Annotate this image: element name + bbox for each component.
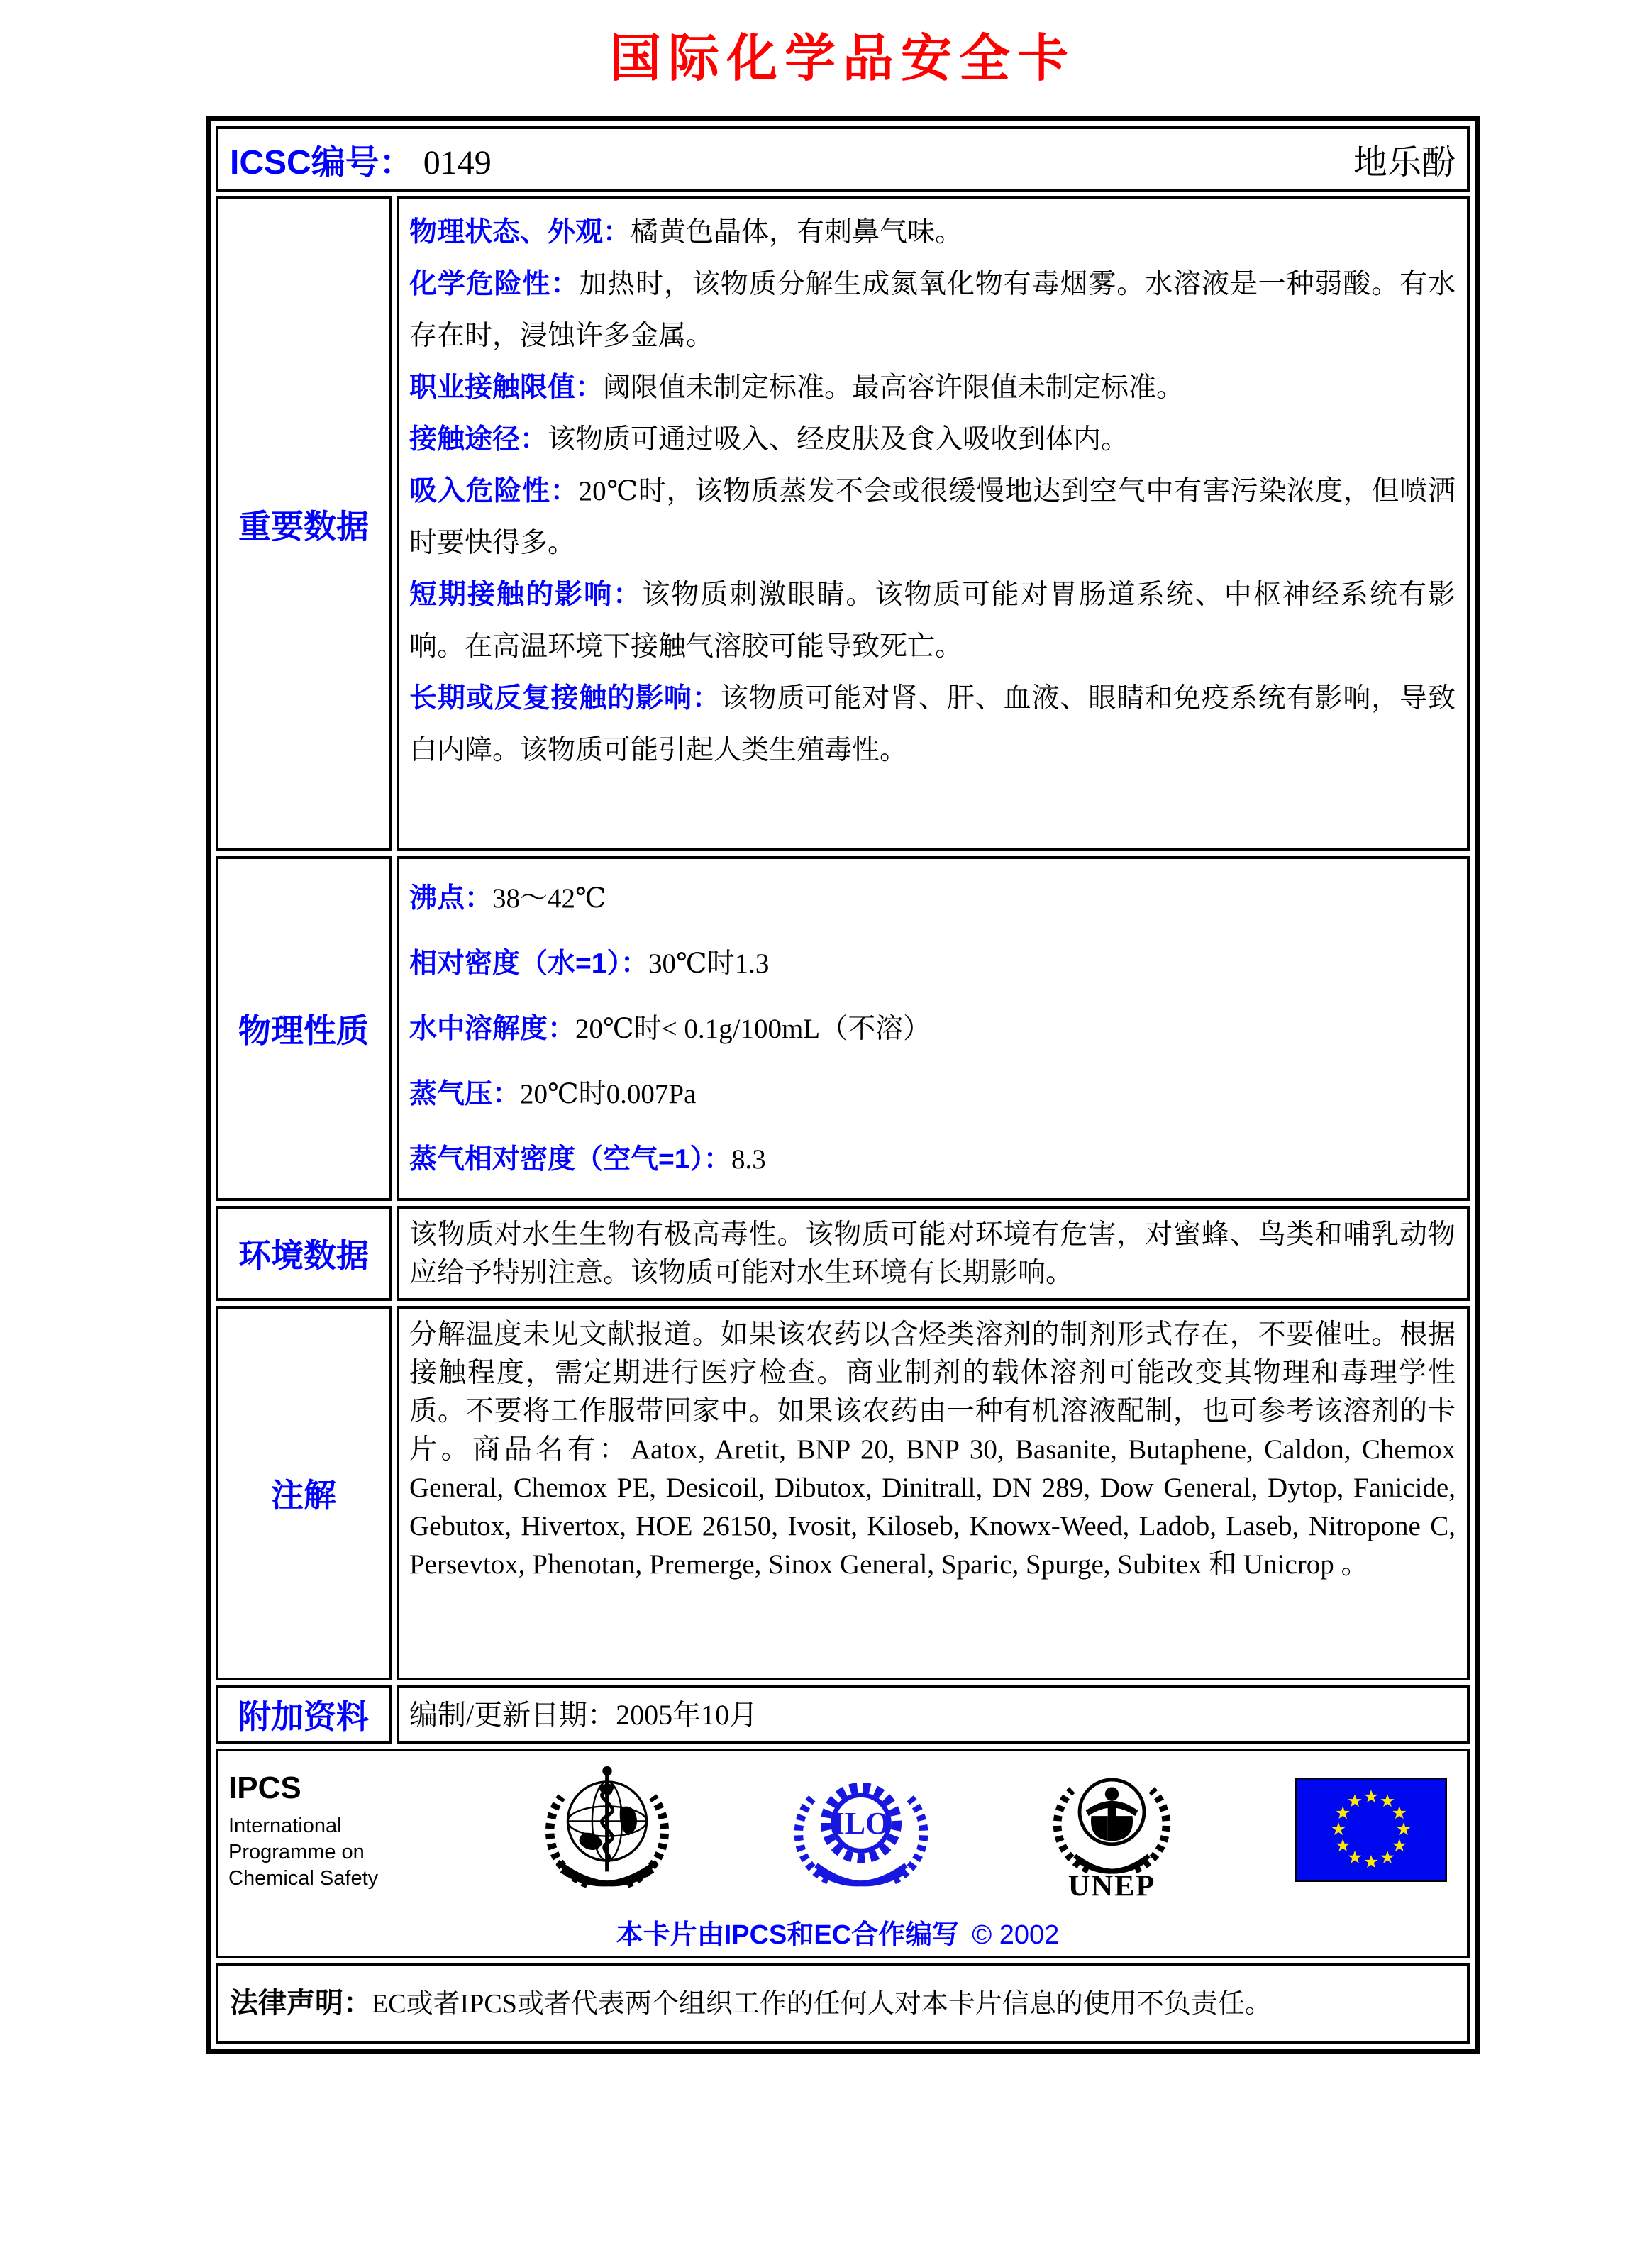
legal-cell xyxy=(216,1963,1470,2044)
important-item-text: 该物质可能对肾、肝、血液、眼睛和免疫系统有影响，导致白内障。该物质可能引起人类生殖毒性。 xyxy=(409,683,1456,765)
ilo-logo-text: ILO xyxy=(832,1806,889,1841)
physical-item-value: 38～42℃ xyxy=(492,883,606,914)
important-item-label: 吸入危险性： xyxy=(409,476,579,506)
ipcs-text-block xyxy=(228,1771,421,1892)
environmental-data-text: 该物质对水生生物有极高毒性。该物质可能对环境有危害，对蜜蜂、鸟类和哺乳动物应给予特别注意。该物质可能对水生环境有长期影响。 xyxy=(409,1219,1456,1288)
notes-label-cell xyxy=(216,1306,392,1680)
icsc-number-value: 0149 xyxy=(423,143,492,182)
ilo-logo-icon xyxy=(793,1769,929,1893)
ipcs-line: International xyxy=(228,1814,342,1837)
physical-item-label: 蒸气相对密度（空气=1）： xyxy=(409,1144,731,1175)
icsc-number-label: ICSC编号： xyxy=(230,143,414,182)
important-data-label: 重要数据 xyxy=(238,507,369,545)
eu-flag-icon xyxy=(1295,1778,1447,1885)
icsc-number xyxy=(230,135,492,184)
additional-info-text: 编制/更新日期：2005年10月 xyxy=(409,1699,758,1731)
ipcs-acronym: IPCS xyxy=(228,1771,301,1805)
physical-item-value: 20℃时0.007Pa xyxy=(520,1079,697,1109)
environmental-data-label: 环境数据 xyxy=(238,1237,369,1274)
ipcs-line: Programme on xyxy=(228,1841,365,1863)
important-item xyxy=(409,569,1456,672)
important-item xyxy=(409,362,1456,414)
legal-label: 法律声明： xyxy=(230,1988,372,2019)
notes-label: 注解 xyxy=(271,1477,336,1514)
important-item xyxy=(409,206,1456,258)
important-item-text: 该物质刺激眼睛。该物质可能对胃肠道系统、中枢神经系统有影响。在高温环境下接触气溶胶可能导致死亡。 xyxy=(409,580,1456,662)
physical-item-label: 相对密度（水=1）： xyxy=(409,948,648,979)
important-item-text: 橘黄色晶体，有刺鼻气味。 xyxy=(631,217,963,248)
physical-item-value: 20℃时< 0.1g/100mL（不溶） xyxy=(575,1014,931,1044)
notes-row xyxy=(216,1306,1470,1680)
additional-info-label: 附加资料 xyxy=(238,1698,369,1735)
important-item xyxy=(409,465,1456,569)
important-item-label: 长期或反复接触的影响： xyxy=(409,683,721,714)
legal-row xyxy=(216,1963,1470,2044)
ipcs-line: Chemical Safety xyxy=(228,1867,379,1890)
page-title: 国际化学品安全卡 xyxy=(609,31,1075,87)
cooperation-caption-text: 本卡片由IPCS和EC合作编写 xyxy=(616,1920,960,1950)
logos-cell xyxy=(216,1749,1470,1958)
physical-item-value: 30℃时1.3 xyxy=(648,948,770,979)
physical-item-label: 沸点： xyxy=(409,883,493,914)
important-item-label: 短期接触的影响： xyxy=(409,580,643,610)
physical-item xyxy=(409,866,1456,931)
unep-logo-icon xyxy=(1050,1757,1174,1906)
notes-content xyxy=(397,1306,1470,1680)
physical-item-label: 蒸气压： xyxy=(409,1079,521,1109)
environmental-data-row xyxy=(216,1206,1470,1301)
important-item xyxy=(409,672,1456,776)
physical-item-label: 水中溶解度： xyxy=(409,1014,576,1044)
logos-row xyxy=(216,1749,1470,1958)
important-item-label: 物理状态、外观： xyxy=(409,217,631,248)
who-logo-icon xyxy=(543,1760,672,1902)
important-item xyxy=(409,414,1456,465)
physical-properties-label: 物理性质 xyxy=(238,1012,369,1049)
header-cell xyxy=(216,126,1470,192)
important-item-text: 阈限值未制定标准。最高容许限值未制定标准。 xyxy=(603,372,1185,403)
physical-item-value: 8.3 xyxy=(731,1144,766,1175)
important-item-label: 接触途径： xyxy=(409,424,548,455)
physical-properties-content xyxy=(397,856,1470,1201)
important-item-text: 20℃时，该物质蒸发不会或很缓慢地达到空气中有害污染浓度，但喷洒时要快得多。 xyxy=(409,476,1456,558)
physical-item xyxy=(409,997,1456,1062)
cooperation-caption xyxy=(228,1912,1447,1951)
safety-card xyxy=(206,17,1480,2054)
environmental-data-label-cell xyxy=(216,1206,392,1301)
important-item-text: 该物质可通过吸入、经皮肤及食入吸收到体内。 xyxy=(548,424,1129,455)
physical-item xyxy=(409,1127,1456,1192)
important-item-label: 职业接触限值： xyxy=(409,372,604,403)
additional-info-label-cell xyxy=(216,1685,392,1744)
important-item-text: 加热时，该物质分解生成氮氧化物有毒烟雾。水溶液是一种弱酸。有水存在时，浸蚀许多金属。 xyxy=(409,269,1456,351)
chemical-name: 地乐酚 xyxy=(1353,143,1456,182)
physical-item xyxy=(409,1062,1456,1127)
environmental-data-content xyxy=(397,1206,1470,1301)
physical-item xyxy=(409,931,1456,997)
safety-card-table xyxy=(206,116,1480,2054)
important-item xyxy=(409,258,1456,362)
unep-logo-text: UNEP xyxy=(1068,1868,1156,1902)
additional-info-content xyxy=(397,1685,1470,1744)
header-row xyxy=(216,126,1470,192)
physical-properties-row xyxy=(216,856,1470,1201)
additional-info-row xyxy=(216,1685,1470,1744)
copyright-text: © 2002 xyxy=(972,1920,1060,1950)
important-data-content xyxy=(397,196,1470,851)
legal-text: EC或者IPCS或者代表两个组织工作的任何人对本卡片信息的使用不负责任。 xyxy=(372,1989,1272,2019)
important-data-row xyxy=(216,196,1470,851)
important-item-label: 化学危险性： xyxy=(409,269,580,299)
physical-properties-label-cell xyxy=(216,856,392,1201)
important-data-label-cell xyxy=(216,196,392,851)
notes-text: 分解温度未见文献报道。如果该农药以含烃类溶剂的制剂形式存在，不要催吐。根据接触程度，需定期进行医疗检查。商业制剂的载体溶剂可能改变其物理和毒理学性质。不要将工作服带回家中。如果该农药由一种有机溶液配制，也可参考该溶剂的卡片。商品名有：Aatox, Aretit, BNP 20, BNP 30, Basanite, Butaphene, Caldon, Chemox General, Chemox PE, Desicoil, Dibutox, Dinitrall, DN 289, Dow General, Dytop, Fanicide, Gebutox, Hivertox, HOE 26150, Ivosit, Kiloseb, Knowx-Weed, Ladob, Laseb, Nitropone C, Persevtox, Phenotan, Premerge, Sinox General, Sparic, Spurge, Subitex 和 Unicrop 。 xyxy=(409,1319,1456,1580)
